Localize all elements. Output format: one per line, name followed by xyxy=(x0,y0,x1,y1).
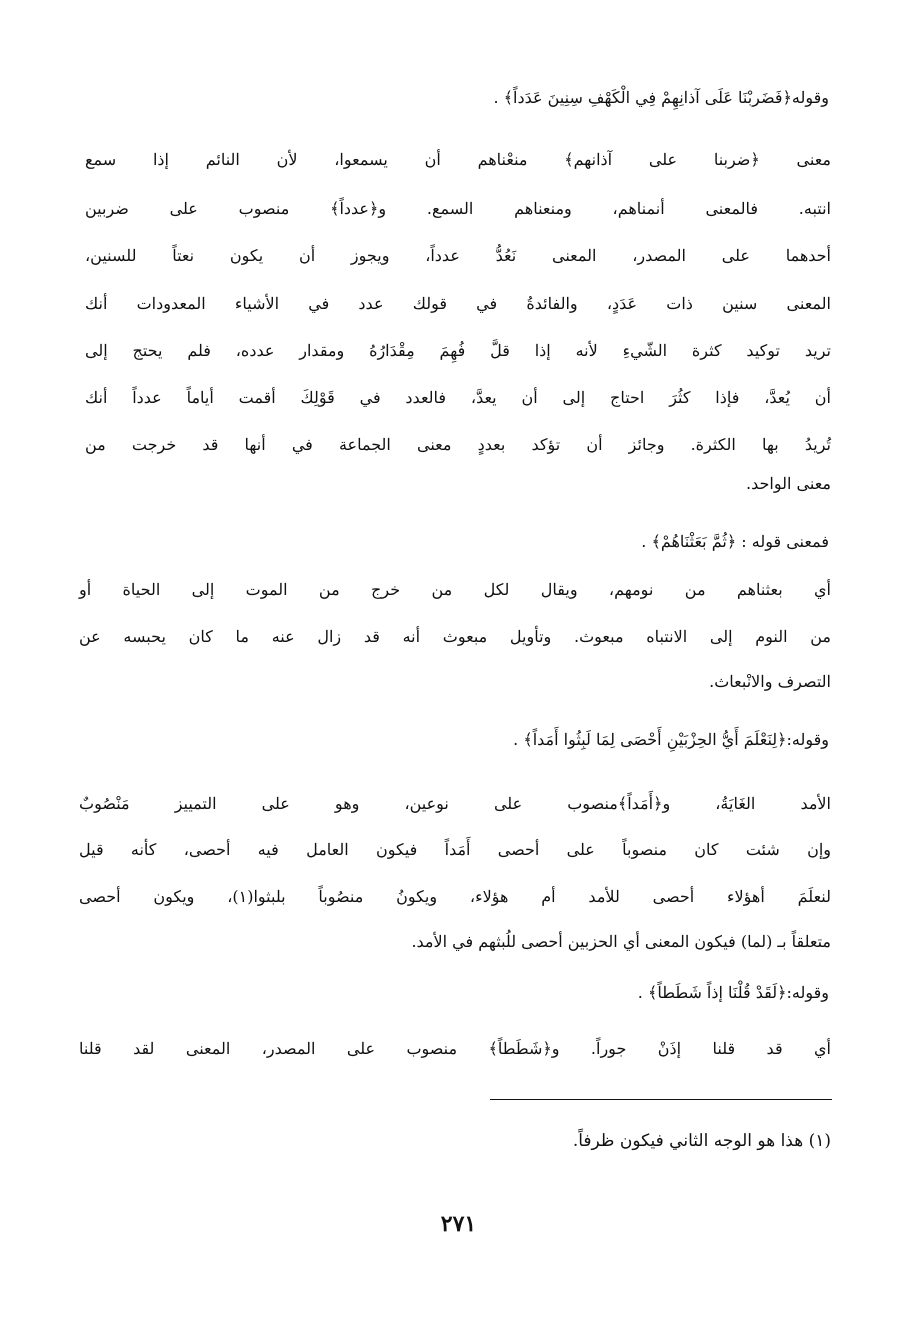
text-line: وقوله:﴿لِنَعْلَمَ أَيُّ الحِزْبَيْنِ أَحْصَى لِمَا لَبِثُوا أَمَداً﴾ . xyxy=(513,730,829,749)
text-line: المعنى سنين ذات عَدَدٍ، والفائدةُ في قولك عدد في الأشياء المعدودات أنك xyxy=(85,294,832,313)
text-line: أي قد قلنا إذَنْ جوراً. و﴿شَطَطاً﴾ منصوب على المصدر، المعنى لقد قلنا xyxy=(79,1039,831,1058)
text-line: فمعنى قوله : ﴿ثُمَّ بَعَثْنَاهُمْ﴾ . xyxy=(641,532,829,551)
text-line: وقوله:﴿لَقَدْ قُلْنَا إذاً شَطَطاً﴾ . xyxy=(637,983,829,1002)
page-number: ٢٧١ xyxy=(440,1211,477,1237)
text-line: أن يُعدَّ، فإذا كثُرَ احتاج إلى أن يعدَّ، فالعدد في قَوْلِكَ أقمت أياماً عدداً أنك xyxy=(85,388,831,407)
text-line: التصرف والانْبعاث. xyxy=(709,672,831,691)
text-line: انتبه. فالمعنى أنمناهم، ومنعناهم السمع. و﴿عدداً﴾ منصوب على ضربين xyxy=(85,199,831,218)
text-line: لنعلَمَ أهؤلاء أحصى للأمد أم هؤلاء، ويكونُ منصُوباً بلبثوا(١)، ويكون أحصى xyxy=(79,887,831,906)
text-line: الأمد الغَايَةُ، و﴿أَمَداً﴾منصوب على نوعين، وهو على التمييز مَنْصُوبٌ xyxy=(79,794,831,813)
footnote-divider xyxy=(490,1099,832,1100)
text-line: أحدهما على المصدر، المعنى نَعُدُّ عدداً، ويجوز أن يكون نعتاً للسنين، xyxy=(85,246,831,265)
text-line: تريد توكيد كثرة الشّيءِ لأنه إذا قلَّ فُهِمَ مِقْدَارُهُ ومقدار عدده، فلم يحتج إلى xyxy=(85,341,831,360)
text-line: وإن شئت كان منصوباً على أحصى أَمَداً فيكون العامل فيه أحصى، كأنه قيل xyxy=(79,840,831,859)
text-line: أي بعثناهم من نومهم، ويقال لكل من خرج من الموت إلى الحياة أو xyxy=(79,580,831,599)
text-line: متعلقاً بـ (لما) فيكون المعنى أي الحزبين أحصى للُبثهم في الأمد. xyxy=(411,932,831,951)
text-line: معنى ﴿ضربنا على آذانهم﴾ منعْناهم أن يسمعوا، لأن النائم إذا سمع xyxy=(85,150,831,169)
text-line: تُريدُ بها الكثرة. وجائز أن تؤكد بعددٍ معنى الجماعة في أنها قد خرجت من xyxy=(85,435,832,454)
text-line: وقوله﴿فَضَربْنَا عَلَى آذانِهِمْ فِي الْكَهْفِ سِنِينَ عَدَداً﴾ . xyxy=(493,88,829,107)
footnote: (١) هذا هو الوجه الثاني فيكون ظرفاً. xyxy=(572,1131,831,1151)
text-line: معنى الواحد. xyxy=(746,474,831,493)
text-line: من النوم إلى الانتباه مبعوث. وتأويل مبعوث أنه قد زال عنه ما كان يحبسه عن xyxy=(79,627,831,646)
